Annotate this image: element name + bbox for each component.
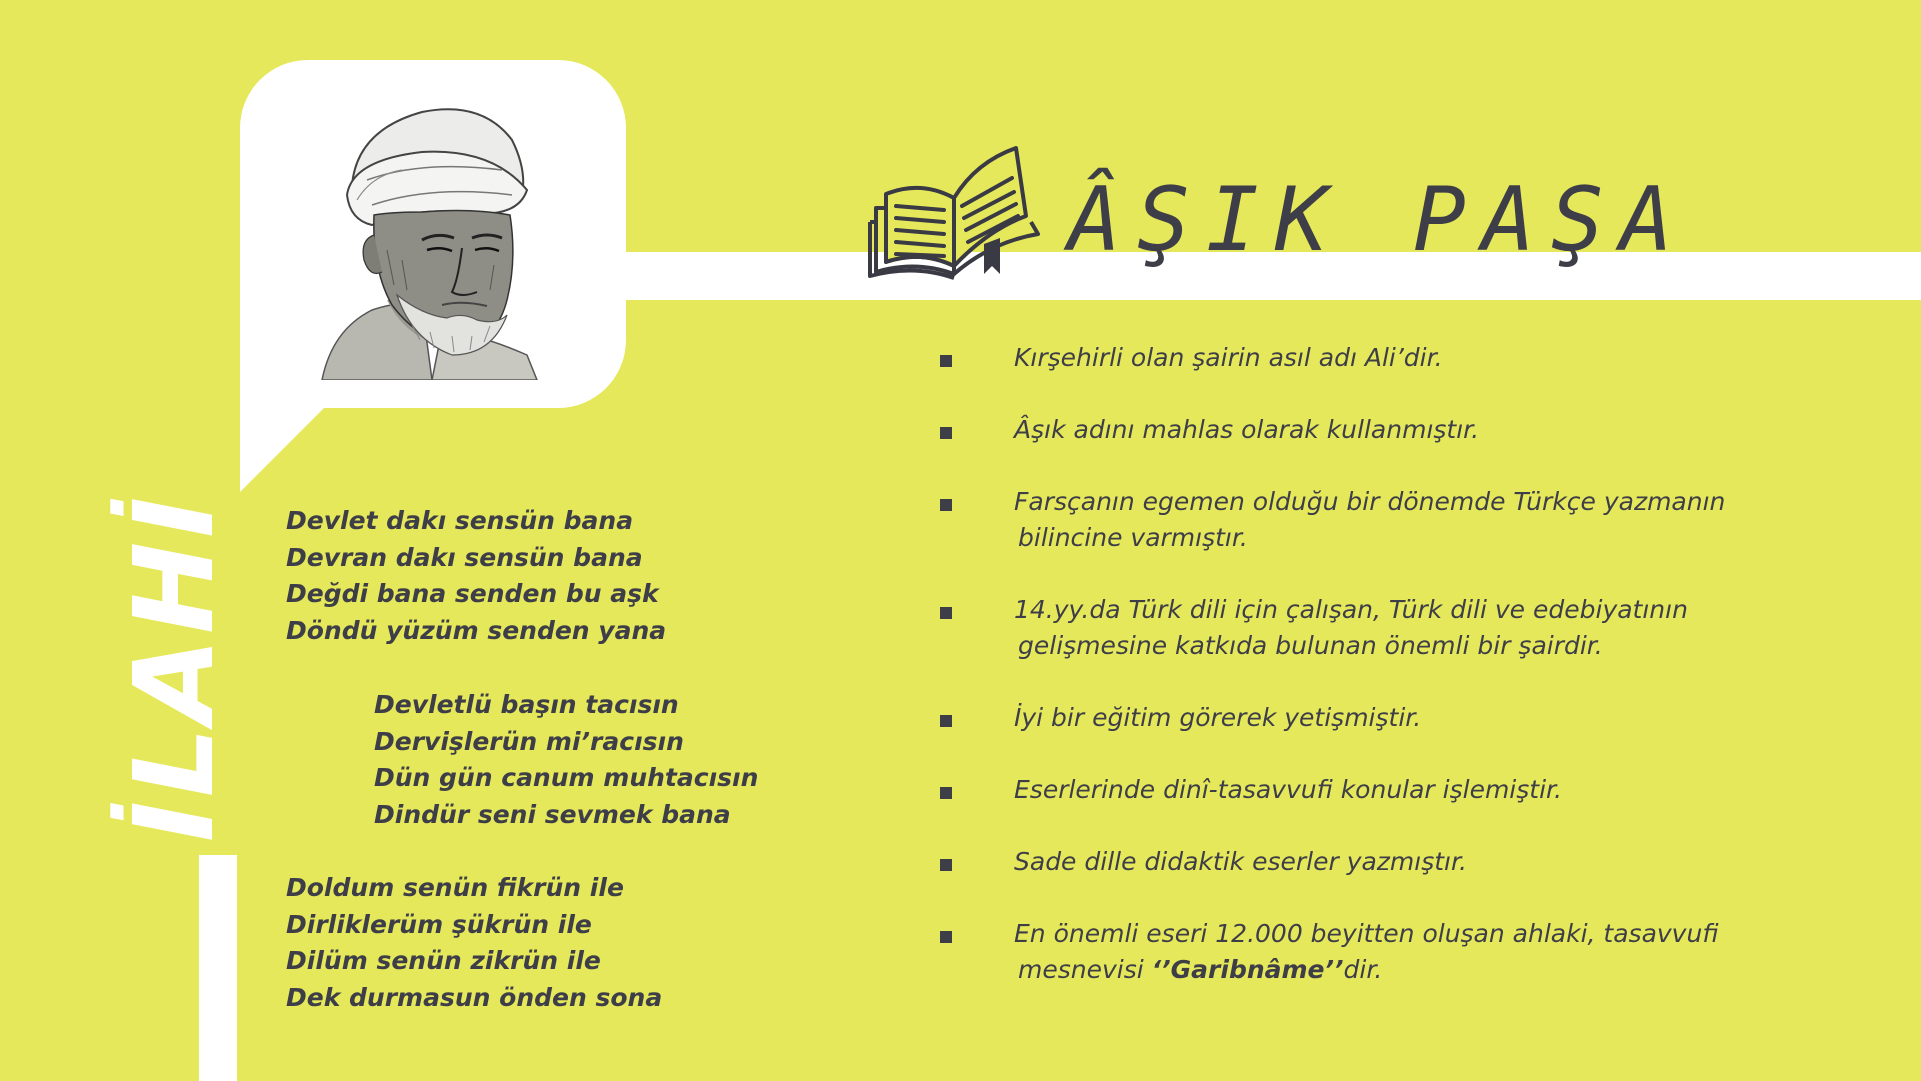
quote-close: ’’ [1324, 955, 1344, 984]
fact-text: En önemli eseri 12.000 beyitten oluşan ahlaki, tasavvufi [1014, 919, 1719, 948]
page-title: ÂŞIK PAŞA [1068, 168, 1689, 271]
poem-line: Dirliklerüm şükrün ile [286, 909, 592, 939]
bullet-icon [940, 859, 952, 871]
list-item [940, 844, 1467, 880]
list-item [940, 592, 1688, 664]
list-item [940, 700, 1421, 736]
poem-line: Devran dakı sensün bana [286, 542, 643, 572]
bullet-icon [940, 499, 952, 511]
speech-bubble-tail [240, 400, 332, 492]
poem-stanza-1 [286, 503, 666, 649]
fact-text: Âşık adını mahlas olarak kullanmıştır. [1014, 415, 1480, 444]
poem-line: Döndü yüzüm senden yana [286, 615, 667, 645]
list-item [940, 412, 1479, 448]
fact-text-continued [1014, 952, 1718, 988]
card-stem [199, 855, 237, 1081]
poem-line: Dindür seni sevmek bana [374, 799, 731, 829]
poem-line: Dek durmasun önden sona [286, 982, 663, 1012]
poem-line: Devletlü başın tacısın [374, 690, 679, 719]
bullet-icon [940, 931, 952, 943]
poem-stanza-3 [286, 870, 662, 1016]
poem-line: Değdi bana senden bu aşk [286, 579, 659, 608]
quote-open: ‘’ [1151, 955, 1171, 984]
work-title: Garibnâme [1170, 955, 1325, 984]
bullet-icon [940, 787, 952, 799]
fact-text: Farsçanın egemen olduğu bir dönemde Türkçe yazmanın [1014, 487, 1726, 516]
portrait-illustration [312, 100, 552, 380]
fact-text: Eserlerinde dinî-tasavvufi konular işlemiştir. [1014, 775, 1562, 804]
fact-text-continued: gelişmesine katkıda bulunan önemli bir şairdir. [1018, 631, 1603, 660]
list-item [940, 340, 1443, 376]
fact-text: Kırşehirli olan şairin asıl adı Ali’dir. [1014, 343, 1443, 372]
fact-text-prefix: mesnevisi [1018, 955, 1152, 984]
list-item [940, 772, 1562, 808]
fact-text-continued: bilincine varmıştır. [1018, 523, 1248, 552]
bullet-icon [940, 607, 952, 619]
bullet-icon [940, 355, 952, 367]
side-title: İLAHİ [110, 492, 238, 842]
poem-line: Dilüm senün zikrün ile [286, 946, 601, 975]
fact-text: Sade dille didaktik eserler yazmıştır. [1014, 847, 1467, 876]
poem-line: Doldum senün fikrün ile [286, 873, 624, 902]
list-item [940, 484, 1725, 556]
fact-text-suffix: dir. [1343, 955, 1383, 984]
fact-text: 14.yy.da Türk dili için çalışan, Türk dili ve edebiyatının [1014, 595, 1688, 624]
fact-text: İyi bir eğitim görerek yetişmiştir. [1014, 703, 1422, 732]
poem-stanza-2 [374, 687, 758, 833]
poem-line: Dün gün canum muhtacısın [374, 763, 759, 792]
bullet-icon [940, 715, 952, 727]
bullet-icon [940, 427, 952, 439]
list-item [940, 916, 1718, 988]
open-book-icon [866, 142, 1046, 280]
poem-line: Devlet dakı sensün bana [286, 506, 634, 535]
poem-line: Dervişlerün mi’racısın [374, 726, 684, 756]
